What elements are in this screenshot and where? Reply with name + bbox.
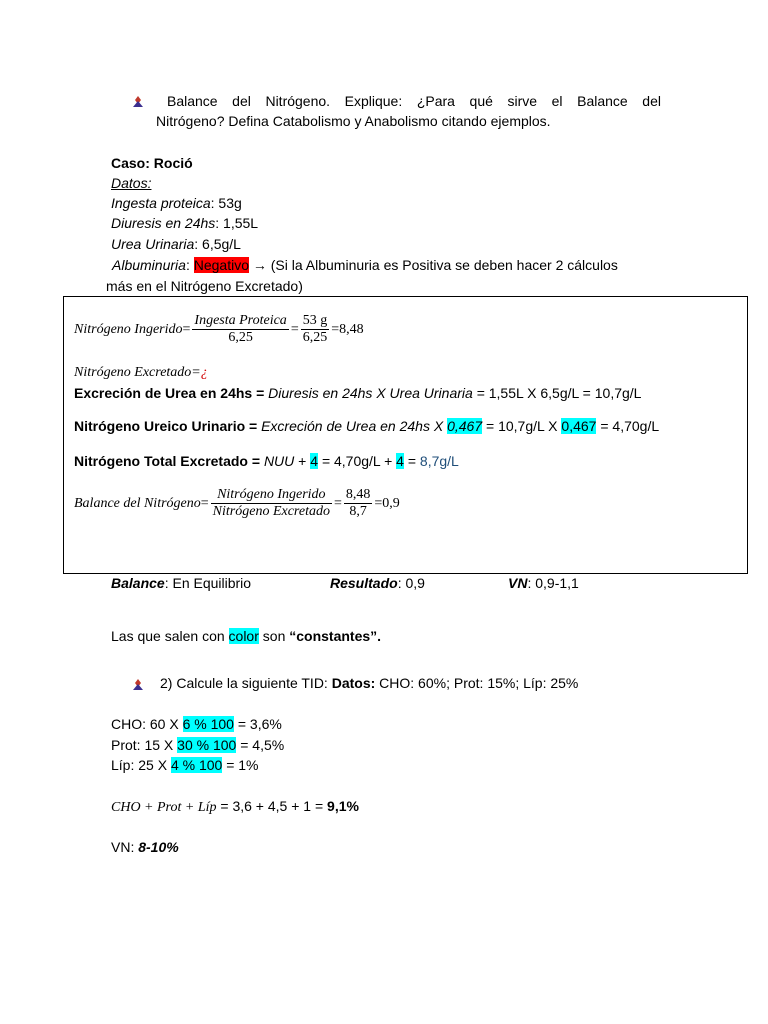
ni-fraction-1 <box>192 313 288 346</box>
bullet-icon <box>133 679 145 691</box>
resultado-value: : 0,9 <box>397 575 425 591</box>
ne-glyph: ¿ <box>200 365 208 380</box>
lip-line <box>111 757 259 773</box>
exc-label: Excreción de Urea en 24hs = <box>74 385 265 401</box>
prot-highlight: 30 % 100 <box>177 737 237 753</box>
nuu-constant-1: 0,467 <box>447 418 483 434</box>
bal-den2: 8,7 <box>349 504 367 519</box>
vn-final-label: VN: <box>111 839 135 855</box>
albuminuria-line <box>112 257 618 273</box>
cho-result: = 3,6% <box>237 716 282 732</box>
prot-pre: Prot: 15 X <box>111 737 174 753</box>
q1-bullet <box>133 95 145 111</box>
diuresis-value: : 1,55L <box>215 215 259 231</box>
nitrogeno-ingerido-equation: Nitrógeno Ingerido = $\frac{\text{Ingesta Proteica}}{6,25}$ = $\frac{53 g}{6,25}$ = 8,48 <box>74 313 364 345</box>
q2-text: 2) Calcule la siguiente TID: <box>160 675 328 691</box>
albuminuria-note-cont: más en el Nitrógeno Excretado) <box>106 278 303 294</box>
ingesta-line <box>111 195 242 211</box>
q2-bullet <box>133 678 145 694</box>
datos-heading: Datos: <box>111 175 152 191</box>
prot-result: = 4,5% <box>240 737 285 753</box>
lip-result: = 1% <box>226 757 259 773</box>
caso-title: Caso: Roció <box>111 155 193 171</box>
ni-num2: 53 g <box>302 313 328 328</box>
exc-rest: = 1,55L X 6,5g/L = 10,7g/L <box>476 385 642 401</box>
prot-line <box>111 737 284 753</box>
albuminuria-note: → (Si la Albuminuria es Positiva se deben hacer 2 cálculos <box>252 257 618 273</box>
ni-label: Nitrógeno Ingerido <box>74 321 183 337</box>
sum-line <box>111 798 359 816</box>
nte-mid: = 4,70g/L + <box>321 453 393 469</box>
nuu-mid: = 10,7g/L X <box>486 418 558 434</box>
nitrogeno-excretado-label <box>74 365 208 381</box>
summary-vn <box>508 575 579 591</box>
note-pre: Las que salen con <box>111 628 225 644</box>
sum-formula: CHO + Prot + Líp <box>111 800 217 815</box>
ni-fraction-2 <box>301 313 330 346</box>
bal-fraction-2 <box>344 487 373 520</box>
lip-pre: Líp: 25 X <box>111 757 168 773</box>
diuresis-label: Diuresis en 24hs <box>111 215 216 231</box>
summary-balance <box>111 575 251 591</box>
ne-label: Nitrógeno Excretado= <box>74 365 201 380</box>
nte-line <box>74 453 459 469</box>
resultado-label: Resultado <box>330 575 398 591</box>
vn-final-line <box>111 839 179 855</box>
ni-den2: 6,25 <box>302 330 328 345</box>
nte-label: Nitrógeno Total Excretado = <box>74 453 261 469</box>
nuu-line <box>74 418 659 434</box>
bal-num2: 8,48 <box>345 487 371 502</box>
ni-den1: 6,25 <box>228 330 253 345</box>
note-color: color <box>228 628 259 644</box>
bullet-icon <box>133 96 145 108</box>
vn-label: VN <box>508 575 528 591</box>
balance-value: : En Equilibrio <box>164 575 252 591</box>
sum-result: 9,1% <box>327 798 359 814</box>
ni-num1: Ingesta Proteica <box>194 313 287 328</box>
bal-fraction-1 <box>211 487 332 520</box>
balance-label: Balance <box>111 575 165 591</box>
bal-den1: Nitrógeno Excretado <box>212 504 330 519</box>
ingesta-value: : 53g <box>210 195 242 211</box>
urea-label: Urea Urinaria <box>111 236 195 252</box>
q2-line <box>160 675 578 691</box>
nuu-result: = 4,70g/L <box>600 418 660 434</box>
nte-plus: + <box>298 453 307 469</box>
vn-value: : 0,9-1,1 <box>527 575 579 591</box>
excrecion-urea-line <box>74 385 641 401</box>
q1-line2: Nitrógeno? Defina Catabolismo y Anabolismo citando ejemplos. <box>156 113 551 129</box>
cho-pre: CHO: 60 X <box>111 716 179 732</box>
nte-eq: = <box>407 453 417 469</box>
balance-equation: Balance del Nitrógeno = $\frac{\text{Nitrógeno Ingerido}}{\text{Nitrógeno Excretado}}$ = $\frac{8,48}{8,7}$ = 0,9 <box>74 487 400 519</box>
summary-resultado <box>330 575 425 591</box>
exc-formula: Diuresis en 24hs X Urea Urinaria <box>268 385 473 401</box>
albuminuria-value: Negativo <box>193 257 249 273</box>
lip-highlight: 4 % 100 <box>170 757 223 773</box>
nuu-constant-2: 0,467 <box>561 418 597 434</box>
ni-result: 8,48 <box>339 321 364 337</box>
calculation-box <box>63 296 748 574</box>
cho-highlight: 6 % 100 <box>182 716 234 732</box>
nte-constant-2: 4 <box>396 453 404 469</box>
albuminuria-sep: : <box>185 257 194 273</box>
nuu-label: Nitrógeno Ureico Urinario = <box>74 418 258 434</box>
bal-result: 0,9 <box>382 495 400 511</box>
ingesta-label: Ingesta proteica <box>111 195 211 211</box>
q1-line1: Balance del Nitrógeno. Explique: ¿Para qué sirve el Balance del <box>167 93 661 109</box>
q2-values: CHO: 60%; Prot: 15%; Líp: 25% <box>379 675 579 691</box>
note-mid: son <box>262 628 286 644</box>
nuu-formula: Excreción de Urea en 24hs X <box>261 418 444 434</box>
constants-note <box>111 628 381 644</box>
urea-value: : 6,5g/L <box>194 236 241 252</box>
sum-mid: = 3,6 + 4,5 + 1 = <box>220 798 324 814</box>
nte-nuu: NUU <box>263 453 295 469</box>
urea-line <box>111 236 241 252</box>
nte-result: 8,7g/L <box>419 453 459 469</box>
q2-datos: Datos: <box>331 675 376 691</box>
bal-num1: Nitrógeno Ingerido <box>211 487 332 504</box>
diuresis-line <box>111 215 258 231</box>
nte-constant-1: 4 <box>310 453 319 469</box>
bal-label: Balance del Nitrógeno <box>74 495 201 511</box>
albuminuria-label: Albuminuria <box>112 257 186 273</box>
note-bold: “constantes”. <box>289 628 382 644</box>
cho-line <box>111 716 282 732</box>
vn-final-value: 8-10% <box>138 839 179 855</box>
